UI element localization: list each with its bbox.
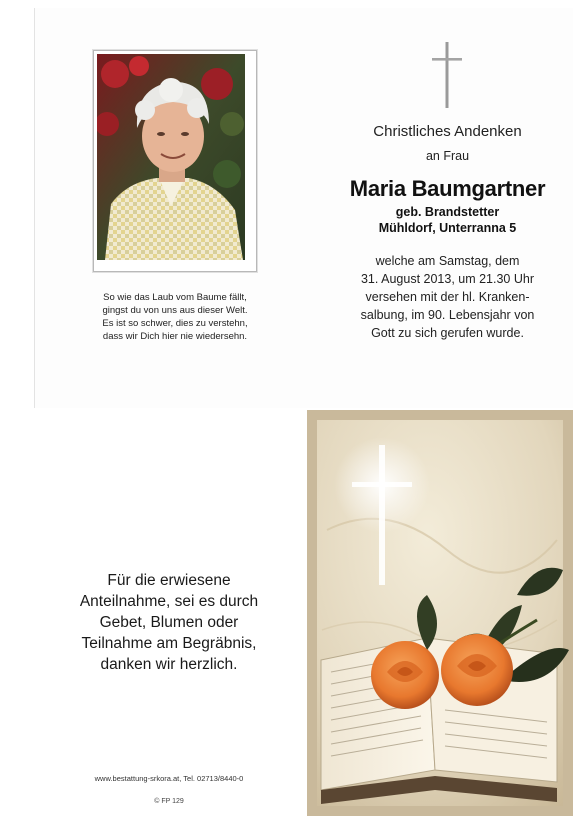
death-notice-line: versehen mit der hl. Kranken- bbox=[365, 290, 530, 304]
death-notice-line: 31. August 2013, um 21.30 Uhr bbox=[360, 272, 535, 286]
roses-book-image bbox=[307, 410, 573, 816]
portrait-photo bbox=[97, 54, 245, 260]
deceased-name: Maria Baumgartner bbox=[349, 176, 546, 201]
death-notice-line: welche am Samstag, dem bbox=[375, 254, 520, 268]
thanks-line: Für die erwiesene bbox=[107, 572, 231, 589]
memorial-text bbox=[335, 123, 560, 342]
maiden-name: geb. Brandstetter bbox=[395, 205, 500, 219]
cross-icon bbox=[430, 40, 464, 110]
print-code: © FP 129 bbox=[154, 798, 184, 805]
death-notice-line: salbung, im 90. Lebensjahr von bbox=[360, 308, 535, 322]
roses-book-illustration bbox=[307, 410, 573, 816]
poem-line: Es ist so schwer, dies zu verstehn, bbox=[102, 318, 248, 329]
residence: Mühldorf, Unterranna 5 bbox=[378, 221, 517, 235]
death-notice-line: Gott zu sich gerufen wurde. bbox=[371, 326, 524, 340]
poem-line: dass wir Dich hier nie wiedersehn. bbox=[102, 331, 248, 342]
salutation: an Frau bbox=[425, 149, 470, 163]
thanks-line: Gebet, Blumen oder bbox=[99, 614, 239, 631]
memorial-poem bbox=[75, 291, 275, 343]
thanks-message bbox=[34, 570, 304, 675]
death-notice bbox=[335, 252, 560, 342]
portrait-frame bbox=[93, 50, 257, 272]
thanks-line: Anteilnahme, sei es durch bbox=[79, 593, 259, 610]
thanks-panel bbox=[34, 410, 304, 820]
funeral-home-contact: www.bestattung-srkora.at, Tel. 02713/8440-0 bbox=[94, 774, 244, 783]
poem-line: gingst du von uns aus dieser Welt. bbox=[102, 305, 248, 316]
thanks-line: Teilnahme am Begräbnis, bbox=[81, 635, 257, 652]
thanks-line: danken wir herzlich. bbox=[100, 656, 238, 673]
poem-line: So wie das Laub vom Baume fällt, bbox=[103, 292, 247, 303]
memorial-heading: Christliches Andenken bbox=[373, 123, 522, 140]
top-panel bbox=[34, 8, 573, 408]
